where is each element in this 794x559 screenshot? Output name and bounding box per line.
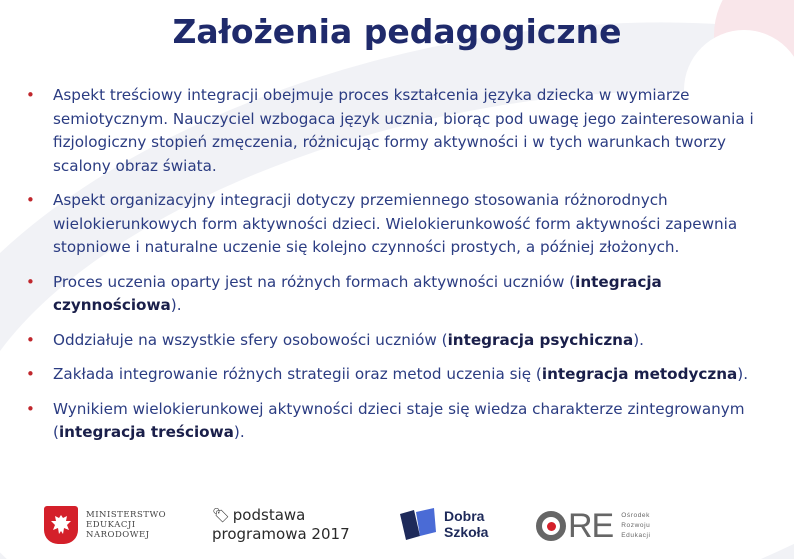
ore-line-1: Ośrodek	[621, 512, 650, 519]
podstawa-line-2: programowa 2017	[212, 525, 350, 543]
bullet-item	[26, 271, 776, 318]
eagle-emblem-icon	[44, 506, 78, 544]
ore-line-2: Rozwoju	[621, 522, 651, 529]
bullet-item	[26, 363, 776, 387]
bullet-text: Aspekt organizacyjny integracji dotyczy przemiennego stosowania różnorodnych wielokierunkowych form aktywności dzieci. Wielokierunkowość form aktywności zapewnia stopniowe i naturalne uczenie się kolejno czynności prostych, a później złożonych.	[53, 191, 738, 256]
podstawa-line-1: podstawa	[232, 506, 306, 524]
bullet-icon: •	[26, 399, 35, 418]
bullet-text: ).	[633, 330, 644, 349]
podstawa-programowa-logo	[212, 506, 350, 543]
integration-term: integracja treściowa	[58, 423, 234, 441]
bullet-item	[26, 84, 776, 178]
bullet-list	[26, 84, 776, 445]
bullet-text: Zakłada integrowanie różnych strategii oraz metod uczenia się (	[53, 365, 542, 383]
bullet-text: Oddziałuje na wszystkie sfery osobowości uczniów (	[53, 330, 448, 349]
men-line-1: MINISTERSTWO	[86, 510, 167, 520]
bullet-text: ).	[737, 365, 749, 383]
integration-term: integracja czynnościowa	[53, 272, 662, 314]
footer-logos	[0, 500, 794, 559]
bullet-icon: •	[26, 191, 35, 209]
bullet-text: ).	[170, 296, 182, 314]
integration-term: integracja metodyczna	[541, 365, 738, 383]
book-icon	[398, 506, 438, 542]
bullet-item	[26, 189, 776, 260]
bullet-icon: •	[26, 365, 35, 383]
bullet-text: Proces uczenia oparty jest na różnych formach aktywności uczniów (	[53, 272, 576, 291]
bullet-text: Wynikiem wielokierunkowej aktywności dzieci staje się wiedza charakterze zintegrowanym (	[53, 399, 745, 441]
dobra-szkola-logo	[398, 506, 488, 542]
bullet-text: Aspekt treściowy integracji obejmuje proces kształcenia języka dziecka w wymiarze semiotycznym. Nauczyciel wzbogaca język ucznia, biorąc pod uwagę jego zainteresowania i fizjologiczny stopień zmęczenia, różnicując formy aktywności i w tych warunkach tworzy scalony obraz świata.	[53, 86, 754, 175]
integration-term: integracja psychiczna	[447, 330, 634, 349]
dobra-line-2: Szkoła	[444, 524, 489, 540]
ore-ring-icon	[536, 511, 566, 541]
men-logo	[44, 506, 166, 544]
bullet-item	[26, 329, 776, 353]
bullet-item	[26, 398, 776, 445]
men-line-2: EDUKACJI	[86, 520, 136, 530]
ore-logo	[536, 506, 651, 546]
bullet-icon: •	[26, 330, 35, 349]
bullet-icon: •	[26, 86, 35, 104]
ore-line-3: Edukacji	[621, 532, 651, 539]
ore-letters: RE	[568, 507, 614, 545]
tag-icon: 🏷	[212, 508, 230, 524]
bullet-icon: •	[26, 272, 35, 291]
men-line-3: NARODOWEJ	[86, 530, 150, 540]
dobra-line-1: Dobra	[444, 508, 485, 524]
bullet-text: ).	[233, 423, 245, 441]
page-title: Założenia pedagogiczne	[172, 12, 622, 51]
